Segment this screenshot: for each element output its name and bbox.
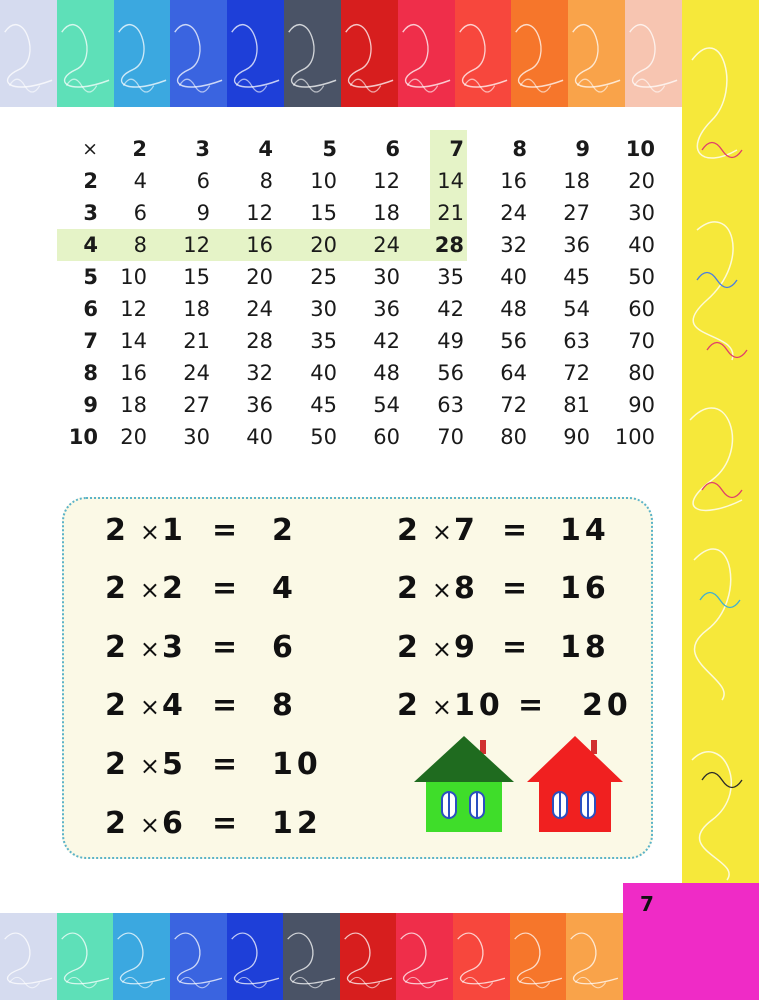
equation-result: 2 — [272, 513, 297, 548]
table-cell: 24 — [500, 201, 527, 225]
table-cell: 18 — [373, 201, 400, 225]
red-house-icon — [527, 736, 623, 832]
equation-row — [397, 569, 637, 609]
table-cell: 45 — [310, 393, 337, 417]
equation-result: 10 — [272, 747, 322, 782]
table-cell: 54 — [373, 393, 400, 417]
table-cell: 50 — [310, 425, 337, 449]
table-cell: 40 — [310, 361, 337, 385]
equation-factor: 2 — [397, 688, 422, 723]
table-cell: 50 — [628, 265, 655, 289]
table-row-label: 2 — [83, 169, 98, 193]
table-cell: 20 — [310, 233, 337, 257]
equation-result: 8 — [272, 688, 297, 723]
equation-result: 20 — [582, 688, 632, 723]
decor-stripe — [0, 913, 57, 1000]
equation-result: 16 — [560, 571, 610, 606]
equals-sign: = — [502, 630, 532, 665]
equation-row — [105, 686, 345, 726]
table-cell: 8 — [133, 233, 147, 257]
equation-result: 6 — [272, 630, 297, 665]
table-cell: 15 — [310, 201, 337, 225]
equation-factor: 2 — [161, 571, 187, 606]
table-corner-times: × — [82, 138, 98, 160]
table-cell: 72 — [563, 361, 590, 385]
multiplication-table — [0, 0, 759, 480]
table-cell: 80 — [628, 361, 655, 385]
table-cell: 32 — [500, 233, 527, 257]
equation-row — [105, 745, 345, 785]
equation-factor: 2 — [105, 806, 130, 841]
equation-factor: 9 — [453, 630, 479, 665]
equation-row — [397, 628, 637, 668]
table-cell: 90 — [628, 393, 655, 417]
table-cell: 64 — [500, 361, 527, 385]
times-sign: × — [139, 693, 160, 721]
equation-factor: 2 — [105, 630, 130, 665]
equation-row — [105, 628, 345, 668]
table-cell: 80 — [500, 425, 527, 449]
table-row-label: 3 — [83, 201, 98, 225]
table-cell: 48 — [500, 297, 527, 321]
decor-stripe — [113, 913, 170, 1000]
table-cell: 18 — [120, 393, 147, 417]
decor-stripe — [340, 913, 397, 1000]
table-cell: 30 — [183, 425, 210, 449]
table-cell: 35 — [437, 265, 464, 289]
times-sign: × — [431, 576, 452, 604]
times-sign: × — [139, 752, 160, 780]
table-cell: 27 — [563, 201, 590, 225]
equation-factor: 2 — [397, 630, 422, 665]
table-cell: 70 — [628, 329, 655, 353]
table-cell: 18 — [183, 297, 210, 321]
equals-sign: = — [518, 688, 548, 723]
table-cell: 30 — [373, 265, 400, 289]
table-header-cell: 4 — [258, 137, 273, 161]
table-cell: 12 — [246, 201, 273, 225]
table-cell: 24 — [246, 297, 273, 321]
table-cell: 16 — [120, 361, 147, 385]
equation-factor: 4 — [161, 688, 187, 723]
table-cell: 21 — [183, 329, 210, 353]
table-cell: 49 — [437, 329, 464, 353]
decor-stripe — [57, 913, 114, 1000]
table-header-cell: 5 — [322, 137, 337, 161]
table-cell: 24 — [373, 233, 400, 257]
equation-result: 12 — [272, 806, 322, 841]
table-row-label: 7 — [83, 329, 98, 353]
table-cell: 20 — [120, 425, 147, 449]
equation-factor: 2 — [397, 571, 422, 606]
table-cell: 60 — [628, 297, 655, 321]
table-header-cell: 9 — [575, 137, 590, 161]
table-cell: 6 — [196, 169, 210, 193]
table-cell: 15 — [183, 265, 210, 289]
table-cell: 90 — [563, 425, 590, 449]
table-cell: 14 — [120, 329, 147, 353]
table-cell: 45 — [563, 265, 590, 289]
decor-stripe — [453, 913, 510, 1000]
table-cell: 60 — [373, 425, 400, 449]
table-cell: 21 — [437, 201, 464, 225]
bottom-decor-band — [0, 913, 623, 1000]
decor-stripe — [510, 913, 567, 1000]
times-sign: × — [139, 576, 160, 604]
green-house-icon — [414, 736, 514, 832]
table-cell: 72 — [500, 393, 527, 417]
table-cell: 20 — [246, 265, 273, 289]
table-cell: 10 — [120, 265, 147, 289]
equation-factor: 10 — [453, 688, 504, 723]
table-header-cell: 6 — [385, 137, 400, 161]
table-cell: 63 — [437, 393, 464, 417]
equation-factor: 2 — [105, 747, 130, 782]
table-cell: 16 — [246, 233, 273, 257]
times-sign: × — [139, 811, 160, 839]
equals-sign: = — [212, 806, 242, 841]
table-cell: 42 — [437, 297, 464, 321]
table-cell: 100 — [614, 425, 655, 449]
table-cell: 25 — [310, 265, 337, 289]
table-cell: 35 — [310, 329, 337, 353]
table-cell: 24 — [183, 361, 210, 385]
equals-sign: = — [502, 571, 532, 606]
equation-factor: 1 — [161, 513, 187, 548]
table-cell: 54 — [563, 297, 590, 321]
times-sign: × — [139, 635, 160, 663]
table-cell: 36 — [373, 297, 400, 321]
table-cell: 28 — [246, 329, 273, 353]
table-cell: 8 — [259, 169, 273, 193]
table-cell: 16 — [500, 169, 527, 193]
decor-stripe — [227, 913, 284, 1000]
table-cell: 56 — [437, 361, 464, 385]
equation-factor: 2 — [105, 513, 130, 548]
table-cell: 18 — [563, 169, 590, 193]
decor-stripe — [566, 913, 623, 1000]
table-cell: 28 — [434, 233, 464, 257]
table-cell: 9 — [196, 201, 210, 225]
decor-stripe — [170, 913, 227, 1000]
table-cell: 36 — [563, 233, 590, 257]
times-sign: × — [431, 693, 452, 721]
table-cell: 70 — [437, 425, 464, 449]
times-sign: × — [431, 635, 452, 663]
equation-row — [397, 686, 637, 726]
table-cell: 40 — [628, 233, 655, 257]
equals-sign: = — [212, 747, 242, 782]
equals-sign: = — [212, 513, 242, 548]
equation-factor: 7 — [453, 513, 479, 548]
table-header-cell: 10 — [625, 137, 655, 161]
equation-row — [105, 569, 345, 609]
table-cell: 20 — [628, 169, 655, 193]
table-row-label: 10 — [68, 425, 98, 449]
equation-result: 4 — [272, 571, 297, 606]
equation-row — [397, 511, 637, 551]
table-cell: 12 — [120, 297, 147, 321]
decor-stripe — [396, 913, 453, 1000]
table-cell: 4 — [133, 169, 147, 193]
table-header-cell: 2 — [132, 137, 147, 161]
table-cell: 40 — [500, 265, 527, 289]
equals-sign: = — [212, 630, 242, 665]
table-cell: 40 — [246, 425, 273, 449]
equation-factor: 2 — [105, 688, 130, 723]
equation-factor: 3 — [161, 630, 187, 665]
decor-stripe — [283, 913, 340, 1000]
table-cell: 81 — [563, 393, 590, 417]
equation-factor: 8 — [453, 571, 479, 606]
table-cell: 12 — [183, 233, 210, 257]
table-cell: 32 — [246, 361, 273, 385]
equation-factor: 5 — [161, 747, 187, 782]
times-sign: × — [139, 518, 160, 546]
table-cell: 10 — [310, 169, 337, 193]
table-cell: 48 — [373, 361, 400, 385]
table-row-label: 5 — [83, 265, 98, 289]
table-cell: 56 — [500, 329, 527, 353]
table-row-label: 8 — [83, 361, 98, 385]
equation-result: 18 — [560, 630, 610, 665]
equation-factor: 2 — [397, 513, 422, 548]
table-header-cell: 7 — [449, 137, 464, 161]
table-cell: 36 — [246, 393, 273, 417]
table-cell: 27 — [183, 393, 210, 417]
equation-row — [105, 511, 345, 551]
table-row-label: 9 — [83, 393, 98, 417]
page-number: 7 — [640, 892, 654, 916]
table-cell: 6 — [133, 201, 147, 225]
equation-row — [105, 804, 345, 844]
table-cell: 63 — [563, 329, 590, 353]
table-cell: 14 — [437, 169, 464, 193]
equation-factor: 2 — [105, 571, 130, 606]
equals-sign: = — [212, 688, 242, 723]
equals-sign: = — [212, 571, 242, 606]
table-cell: 12 — [373, 169, 400, 193]
table-header-cell: 8 — [512, 137, 527, 161]
equation-factor: 6 — [161, 806, 187, 841]
table-cell: 30 — [310, 297, 337, 321]
table-row-label: 6 — [83, 297, 98, 321]
equals-sign: = — [502, 513, 532, 548]
equation-result: 14 — [560, 513, 610, 548]
table-row-label: 4 — [83, 233, 98, 257]
table-cell: 30 — [628, 201, 655, 225]
table-header-cell: 3 — [195, 137, 210, 161]
times-sign: × — [431, 518, 452, 546]
table-cell: 42 — [373, 329, 400, 353]
